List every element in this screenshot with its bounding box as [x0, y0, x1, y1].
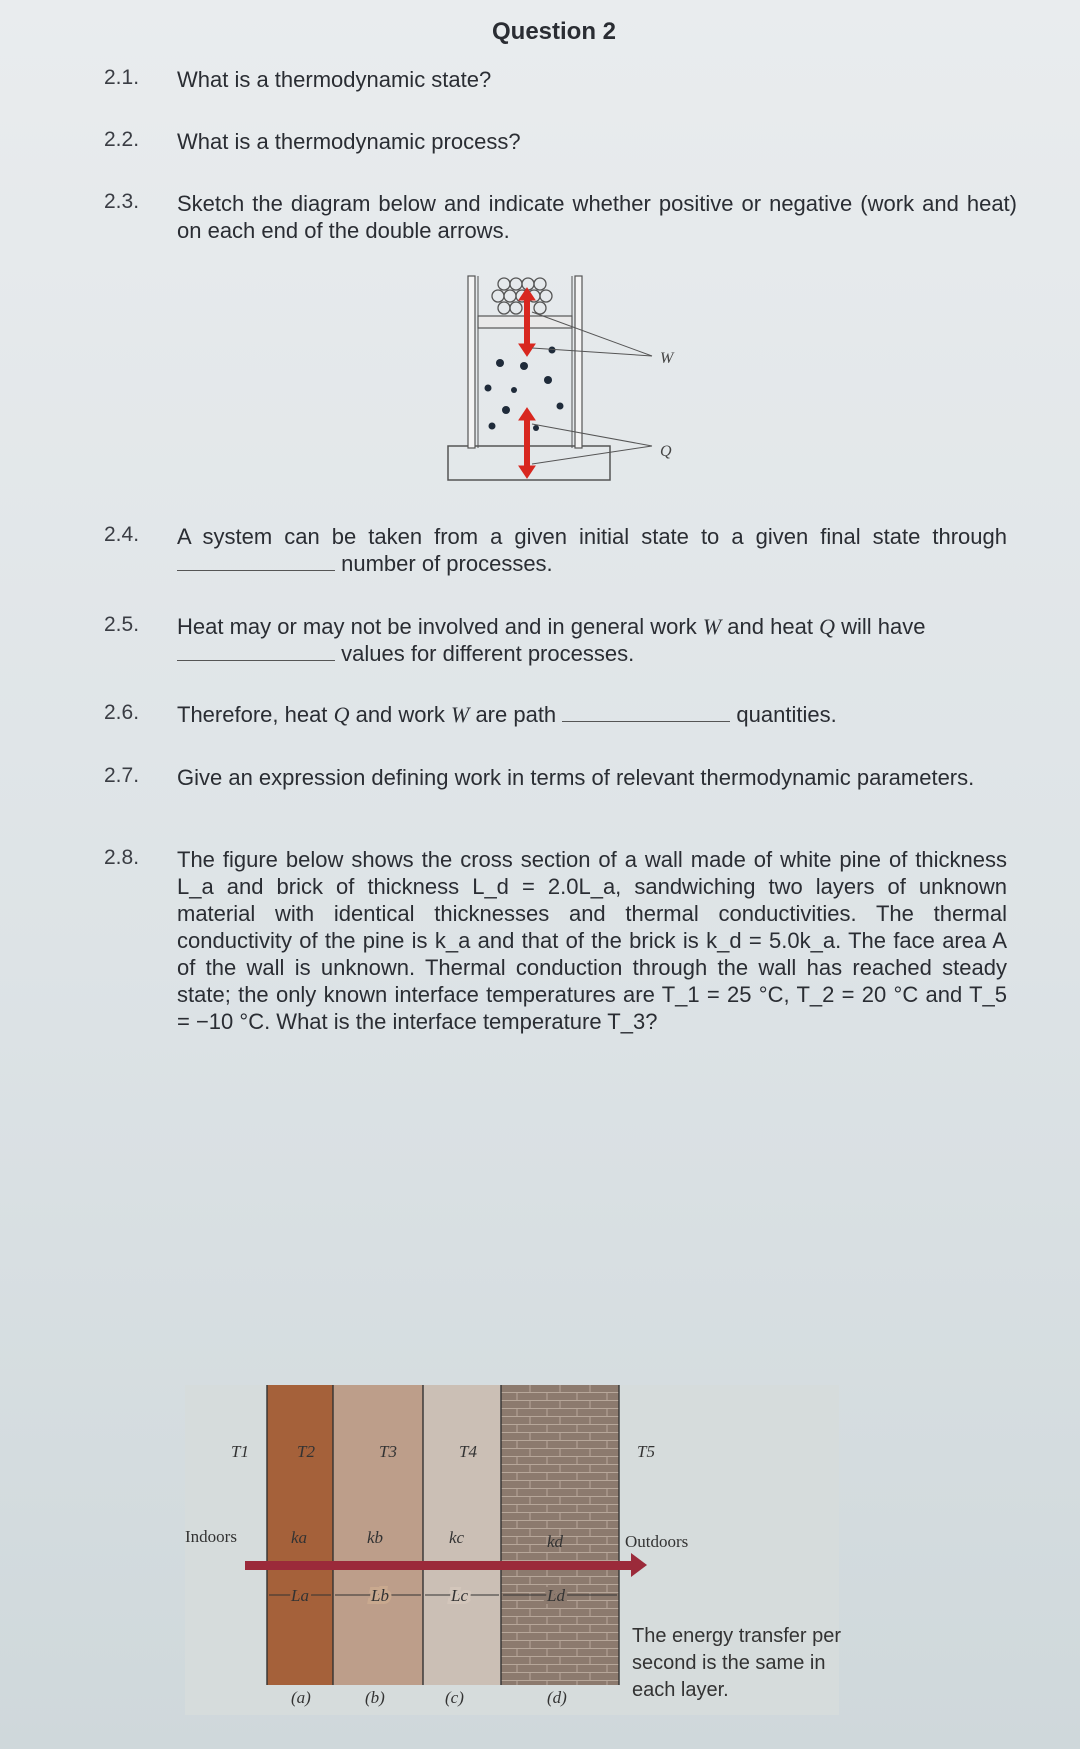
- question-number: 2.8.: [104, 846, 140, 869]
- math-symbol: W: [450, 702, 470, 727]
- question-text: [177, 701, 1007, 728]
- question-number: 2.5.: [104, 613, 140, 636]
- question-text: Sketch the diagram below and indicate whether positive or negative (work and heat) on each end of the double arrows.: [177, 191, 1017, 243]
- question-number: 2.3.: [104, 190, 140, 213]
- l-label-a: La: [291, 1586, 309, 1605]
- energy-transfer-note: The energy transfer per second is the same in each layer.: [632, 1625, 841, 1701]
- question-text-part: and heat: [727, 614, 813, 639]
- question-number: 2.4.: [104, 523, 140, 546]
- question-text-part: will have: [841, 614, 926, 639]
- math-symbol: W: [702, 614, 722, 639]
- page-title: Question 2: [492, 18, 617, 45]
- heat-double-arrow: [519, 408, 535, 478]
- question-text: What is a thermodynamic process?: [177, 129, 521, 154]
- temp-label-t5: T5: [637, 1442, 655, 1461]
- question-text-part: quantities.: [736, 702, 837, 727]
- question-number: 2.7.: [104, 764, 140, 787]
- cylinder-left-wall: [468, 276, 475, 448]
- temp-label-t2: T2: [297, 1442, 315, 1461]
- layer-label-b: (b): [365, 1688, 385, 1707]
- answer-blank: [177, 640, 335, 661]
- question-number: 2.6.: [104, 701, 140, 724]
- question-text-part: Heat may or may not be involved and in general work: [177, 614, 697, 639]
- question-text-part: are path: [475, 702, 557, 727]
- question-text: The figure below shows the cross section of a wall made of white pine of thickness L_a and brick of thickness L_d = 2.0L_a, sandwiching two layers of unknown material with identical thicknesses and thermal conductivities. The thermal conductivity of the pine is k_a and that of the brick is k_d = 5.0k_a. The face area A of the wall is unknown. Thermal conduction through the wall has reached steady state; the only known interface temperatures are T_1 = 25 °C, T_2 = 20 °C and T_5 = −10 °C. What is the interface temperature T_3?: [177, 847, 1007, 1034]
- heat-label: Q: [660, 443, 672, 460]
- answer-blank: [177, 550, 335, 571]
- temp-label-t1: T1: [231, 1442, 249, 1461]
- question-text: [177, 613, 1007, 667]
- l-label-d: Ld: [547, 1586, 565, 1605]
- question-text-part: Therefore, heat: [177, 702, 328, 727]
- outdoors-label: Outdoors: [625, 1532, 689, 1551]
- l-label-c: Lc: [451, 1586, 468, 1605]
- work-label: W: [660, 350, 674, 367]
- question-text: Give an expression defining work in terms of relevant thermodynamic parameters.: [177, 765, 975, 790]
- temp-label-t4: T4: [459, 1442, 477, 1461]
- k-label-b: kb: [367, 1528, 384, 1547]
- question-text: [177, 523, 1007, 577]
- k-label-a: ka: [291, 1528, 308, 1547]
- question-text-part: and work: [355, 702, 445, 727]
- k-label-c: kc: [449, 1528, 465, 1547]
- question-text-part: values for different processes.: [341, 641, 635, 666]
- l-label-b: Lb: [371, 1586, 389, 1605]
- layer-label-d: (d): [547, 1688, 567, 1707]
- indoors-label: Indoors: [185, 1527, 237, 1546]
- layer-label-c: (c): [445, 1688, 464, 1707]
- k-label-d: kd: [547, 1532, 564, 1551]
- question-text-part: number of processes.: [341, 551, 553, 576]
- question-number: 2.1.: [104, 66, 140, 89]
- cylinder-right-wall: [575, 276, 582, 448]
- piston-cylinder-diagram: [440, 268, 690, 483]
- question-number: 2.2.: [104, 128, 140, 151]
- question-text: What is a thermodynamic state?: [177, 67, 492, 92]
- math-symbol: Q: [819, 614, 835, 639]
- temp-label-t3: T3: [379, 1442, 397, 1461]
- answer-blank: [562, 701, 730, 722]
- layer-label-a: (a): [291, 1688, 311, 1707]
- question-text-part: A system can be taken from a given initial state to a given final state through: [177, 524, 1007, 549]
- math-symbol: Q: [333, 702, 350, 727]
